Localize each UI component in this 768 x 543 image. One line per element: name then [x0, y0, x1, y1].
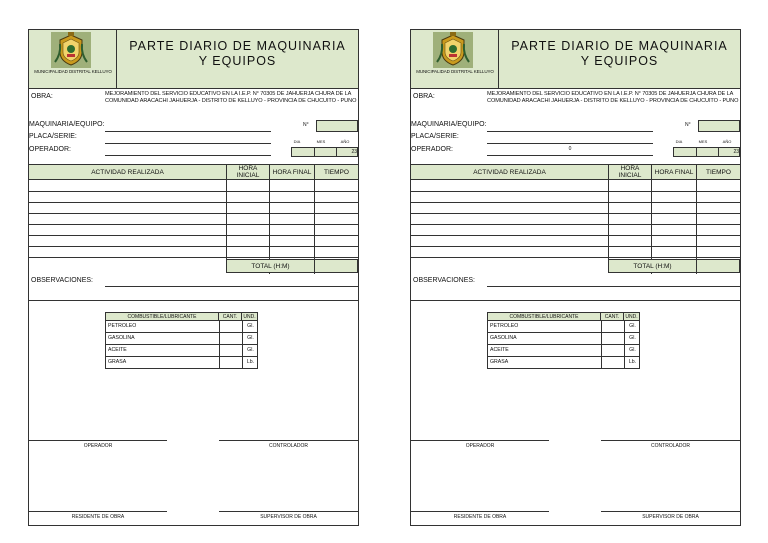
obra-label: OBRA: — [31, 93, 53, 100]
form-title-line2: Y EQUIPOS — [198, 54, 277, 68]
municipality-name: MUNICIPALIDAD DISTRITAL KELLUYO — [416, 69, 494, 74]
fuel-name: ACEITE — [108, 347, 127, 353]
logo-cell — [29, 30, 117, 88]
und-header-cell — [624, 312, 640, 321]
signature-line-residente — [29, 511, 167, 512]
col-actividad: ACTIVIDAD REALIZADA — [91, 169, 164, 176]
obra-label: OBRA: — [413, 93, 435, 100]
observaciones-line[interactable] — [487, 286, 740, 287]
anio-label: AÑO — [722, 139, 732, 144]
form-header — [29, 30, 358, 89]
signature-line-supervisor — [219, 511, 358, 512]
date-divider — [314, 148, 315, 156]
total-cell — [226, 259, 315, 273]
maquinaria-field[interactable] — [487, 131, 653, 132]
placa-field[interactable] — [487, 143, 653, 144]
dia-label: DIA — [675, 139, 683, 144]
col-hora-inicial: HORA INICIAL — [618, 165, 642, 179]
signature-line-controlador — [601, 440, 740, 441]
signature-line-operador — [411, 440, 549, 441]
sig-residente-label: RESIDENTE DE OBRA — [71, 514, 125, 520]
form-title-line2: Y EQUIPOS — [580, 54, 659, 68]
operador-value: 0 — [568, 146, 572, 152]
date-fields[interactable] — [291, 147, 358, 157]
fuel-table — [105, 312, 271, 375]
sig-operador-label: OPERADOR — [465, 443, 495, 449]
form-title-line1: PARTE DIARIO DE MAQUINARIA — [129, 39, 346, 53]
activity-row-line[interactable] — [29, 191, 358, 192]
observaciones-line[interactable] — [411, 300, 740, 301]
daily-machinery-report-form — [28, 29, 359, 526]
activity-table-header — [411, 164, 740, 180]
placa-label: PLACA/SERIE: — [411, 133, 459, 140]
date-fields[interactable] — [673, 147, 740, 157]
fuel-unit: Gl. — [247, 347, 254, 353]
fuel-unit: Gl. — [629, 347, 636, 353]
activity-row-line[interactable] — [29, 213, 358, 214]
sig-controlador-label: CONTROLADOR — [269, 443, 308, 449]
placa-label: PLACA/SERIE: — [29, 133, 77, 140]
form-title — [117, 39, 358, 69]
placa-field[interactable] — [105, 143, 271, 144]
fuel-header: COMBUSTIBLE/LUBRICANTE — [509, 314, 579, 320]
activity-row-line[interactable] — [29, 257, 358, 258]
sig-supervisor-label: SUPERVISOR DE OBRA — [642, 514, 699, 520]
logo-cell — [411, 30, 499, 88]
fuel-unit: Lb. — [246, 359, 255, 365]
und-header-cell — [242, 312, 258, 321]
activity-table-header — [29, 164, 358, 180]
total-value-field[interactable] — [696, 259, 740, 273]
fuel-row — [105, 345, 258, 357]
operador-field[interactable] — [487, 155, 653, 156]
fuel-quantity-field[interactable] — [602, 333, 624, 344]
numero-field[interactable] — [698, 120, 740, 132]
maquinaria-label: MAQUINARIA/EQUIPO: — [411, 121, 487, 128]
fuel-row — [487, 321, 640, 333]
activity-table — [29, 164, 358, 274]
fuel-quantity-field[interactable] — [602, 357, 624, 368]
fuel-header: COMBUSTIBLE/LUBRICANTE — [127, 314, 197, 320]
signature-line-operador — [29, 440, 167, 441]
activity-row-line[interactable] — [411, 257, 740, 258]
fuel-quantity-field[interactable] — [602, 345, 624, 356]
signature-line-controlador — [219, 440, 358, 441]
fuel-header-cell — [105, 312, 219, 321]
operador-label: OPERADOR: — [29, 146, 72, 153]
fuel-name: GRASA — [490, 359, 509, 365]
activity-row-line[interactable] — [29, 235, 358, 236]
und-header: UND. — [625, 314, 638, 320]
maquinaria-field[interactable] — [105, 131, 271, 132]
activity-table — [411, 164, 740, 274]
total-cell — [608, 259, 697, 273]
col-divider — [608, 164, 609, 259]
fuel-quantity-field[interactable] — [220, 321, 242, 332]
operador-label: OPERADOR: — [411, 146, 454, 153]
fuel-unit: Gl. — [247, 335, 254, 341]
signature-line-supervisor — [601, 511, 740, 512]
fuel-name: GASOLINA — [490, 335, 517, 341]
fuel-header-cell — [487, 312, 601, 321]
sig-controlador-label: CONTROLADOR — [651, 443, 690, 449]
activity-row-line[interactable] — [29, 246, 358, 247]
activity-row-line[interactable] — [29, 224, 358, 225]
observaciones-label: OBSERVACIONES: — [31, 277, 93, 284]
observaciones-label: OBSERVACIONES: — [413, 277, 475, 284]
activity-row-line[interactable] — [411, 235, 740, 236]
sig-operador-label: OPERADOR — [83, 443, 113, 449]
observaciones-line[interactable] — [29, 300, 358, 301]
obra-description: MEJORAMIENTO DEL SERVICIO EDUCATIVO EN LA I.E.P. N° 70305 DE JAHUERJA CHURA DE LA COMUNIDAD ARACACHI JAHUERJA - DISTRITO DE KELLUYO - PROVINCIA DE CHUCUITO - PUNO — [487, 91, 739, 105]
col-divider — [226, 164, 227, 259]
activity-row-line[interactable] — [411, 202, 740, 203]
und-header: UND. — [243, 314, 256, 320]
activity-row-line[interactable] — [411, 191, 740, 192]
fuel-quantity-field[interactable] — [220, 333, 242, 344]
col-hora-final: HORA FINAL — [272, 169, 312, 176]
form-title — [499, 39, 740, 69]
col-hora-inicial: HORA INICIAL — [236, 165, 260, 179]
fuel-row — [487, 357, 640, 369]
fuel-name: PETROLEO — [108, 323, 137, 329]
activity-row-line[interactable] — [411, 224, 740, 225]
activity-row-line[interactable] — [29, 202, 358, 203]
cant-header: CANT. — [604, 314, 620, 320]
municipal-coat-of-arms-icon — [433, 32, 473, 68]
fuel-unit: Lb. — [628, 359, 637, 365]
numero-field[interactable] — [316, 120, 358, 132]
form-header — [411, 30, 740, 89]
col-tiempo: TIEMPO — [324, 169, 349, 176]
dia-label: DIA — [293, 139, 301, 144]
fuel-quantity-field[interactable] — [602, 321, 624, 332]
total-label: TOTAL (H:M) — [633, 263, 672, 270]
fuel-name: PETROLEO — [490, 323, 519, 329]
fuel-unit: Gl. — [629, 323, 636, 329]
fuel-row — [105, 357, 258, 369]
anio-label: AÑO — [340, 139, 350, 144]
fuel-table — [487, 312, 653, 375]
observaciones-line[interactable] — [105, 286, 358, 287]
activity-row-line[interactable] — [411, 246, 740, 247]
sig-residente-label: RESIDENTE DE OBRA — [453, 514, 507, 520]
total-value-field[interactable] — [314, 259, 358, 273]
fuel-unit: Gl. — [629, 335, 636, 341]
col-actividad: ACTIVIDAD REALIZADA — [473, 169, 546, 176]
fuel-row — [487, 345, 640, 357]
mes-label: MES — [698, 139, 708, 144]
anio-value: 23 — [351, 149, 357, 155]
fuel-row — [105, 321, 258, 333]
col-tiempo: TIEMPO — [706, 169, 731, 176]
operador-field[interactable] — [105, 155, 271, 156]
fuel-quantity-field[interactable] — [220, 345, 242, 356]
signature-line-residente — [411, 511, 549, 512]
form-title-line1: PARTE DIARIO DE MAQUINARIA — [511, 39, 728, 53]
fuel-row — [487, 333, 640, 345]
anio-value: 23 — [733, 149, 739, 155]
municipality-name: MUNICIPALIDAD DISTRITAL KELLUYO — [34, 69, 112, 74]
numero-label: N° — [303, 122, 309, 128]
fuel-row — [105, 333, 258, 345]
obra-description: MEJORAMIENTO DEL SERVICIO EDUCATIVO EN LA I.E.P. N° 70305 DE JAHUERJA CHURA DE LA COMUNIDAD ARACACHI JAHUERJA - DISTRITO DE KELLUYO - PROVINCIA DE CHUCUITO - PUNO — [105, 91, 357, 105]
sig-supervisor-label: SUPERVISOR DE OBRA — [260, 514, 317, 520]
fuel-name: GRASA — [108, 359, 127, 365]
mes-label: MES — [316, 139, 326, 144]
cant-header-cell — [601, 312, 624, 321]
fuel-name: GASOLINA — [108, 335, 135, 341]
activity-row-line[interactable] — [411, 213, 740, 214]
cant-header-cell — [219, 312, 242, 321]
daily-machinery-report-form — [410, 29, 741, 526]
fuel-unit: Gl. — [247, 323, 254, 329]
municipal-coat-of-arms-icon — [51, 32, 91, 68]
numero-label: N° — [685, 122, 691, 128]
total-label: TOTAL (H:M) — [251, 263, 290, 270]
maquinaria-label: MAQUINARIA/EQUIPO: — [29, 121, 105, 128]
fuel-name: ACEITE — [490, 347, 509, 353]
fuel-quantity-field[interactable] — [220, 357, 242, 368]
cant-header: CANT. — [222, 314, 238, 320]
col-hora-final: HORA FINAL — [654, 169, 694, 176]
date-divider — [696, 148, 697, 156]
